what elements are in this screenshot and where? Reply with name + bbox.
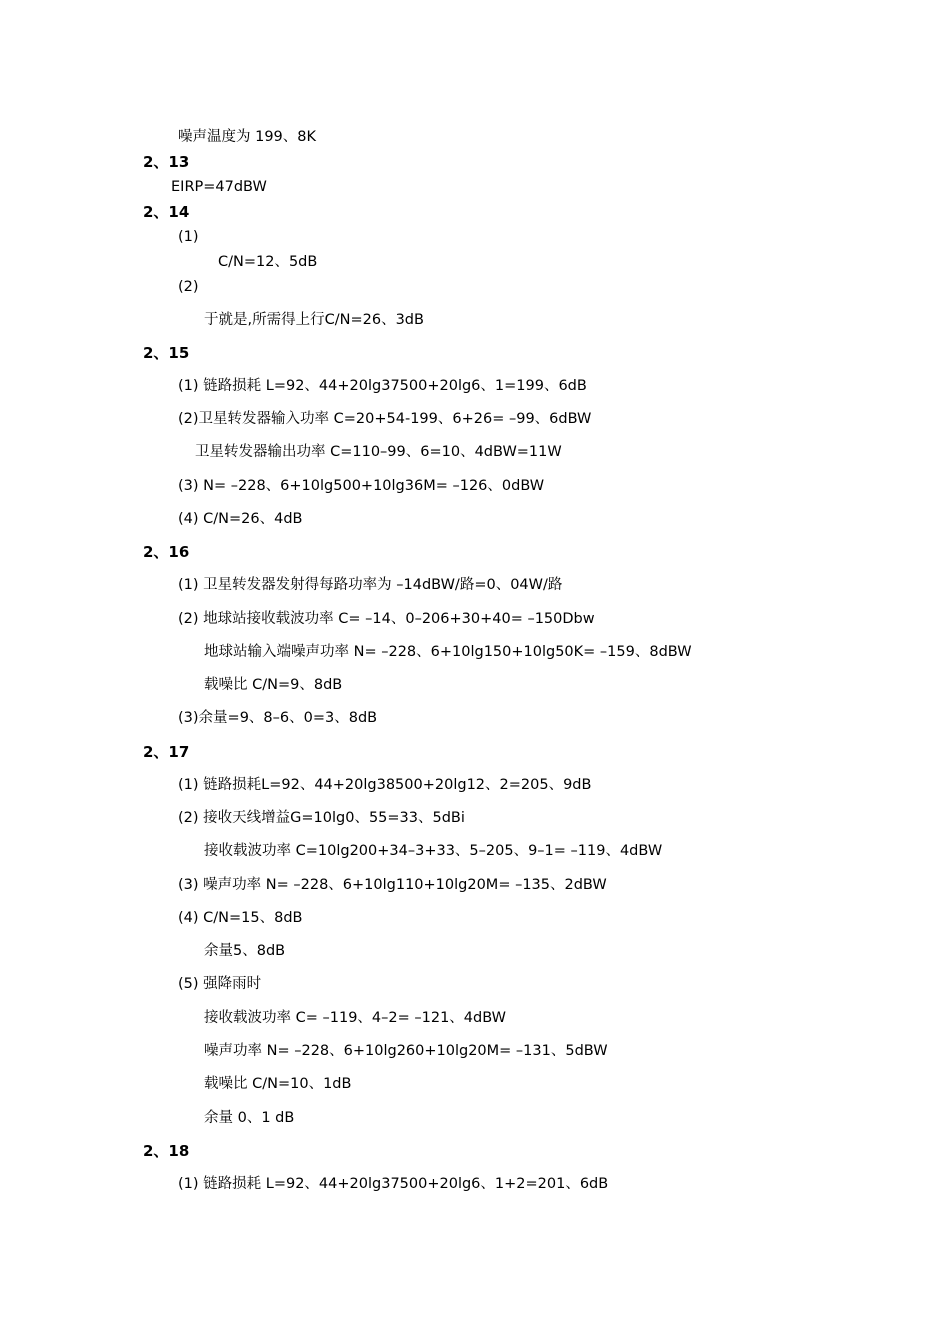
- text-line: (2) 接收天线增益G=10lg0、55=33、5dBi: [178, 810, 465, 826]
- text-line: (4) C/N=15、8dB: [178, 910, 303, 926]
- section-heading: 2、15: [143, 344, 190, 362]
- text-line: 余量 0、1 dB: [204, 1110, 295, 1126]
- section-heading: 2、16: [143, 543, 190, 561]
- text-line: 地球站输入端噪声功率 N= –228、6+10lg150+10lg50K= –159、8dBW: [204, 644, 692, 660]
- text-line: (3) 噪声功率 N= –228、6+10lg110+10lg20M= –135、2dBW: [178, 877, 607, 893]
- text-line: 载噪比 C/N=10、1dB: [204, 1076, 352, 1092]
- text-line: 载噪比 C/N=9、8dB: [204, 677, 343, 693]
- text-line: (4) C/N=26、4dB: [178, 511, 303, 527]
- text-line: 卫星转发器输出功率 C=110–99、6=10、4dBW=11W: [195, 444, 562, 460]
- text-line: (1) 链路损耗 L=92、44+20lg37500+20lg6、1+2=201、6dB: [178, 1176, 609, 1192]
- section-heading: 2、14: [143, 203, 190, 221]
- text-line: (5) 强降雨时: [178, 976, 262, 992]
- text-line: (3)余量=9、8–6、0=3、8dB: [178, 710, 378, 726]
- text-line: EIRP=47dBW: [171, 179, 267, 195]
- text-line: 余量5、8dB: [204, 943, 286, 959]
- text-line: C/N=12、5dB: [218, 254, 318, 270]
- text-line: 接收载波功率 C= –119、4–2= –121、4dBW: [204, 1010, 506, 1026]
- text-line: (3) N= –228、6+10lg500+10lg36M= –126、0dBW: [178, 478, 545, 494]
- text-line: (1) 链路损耗L=92、44+20lg38500+20lg12、2=205、9dB: [178, 777, 592, 793]
- section-heading: 2、13: [143, 153, 190, 171]
- text-line: 接收载波功率 C=10lg200+34–3+33、5–205、9–1= –119、4dBW: [204, 843, 663, 859]
- text-line: (1): [178, 229, 199, 245]
- section-heading: 2、18: [143, 1142, 190, 1160]
- section-heading: 2、17: [143, 743, 190, 761]
- text-line: 噪声功率 N= –228、6+10lg260+10lg20M= –131、5dBW: [204, 1043, 608, 1059]
- text-line: (1) 链路损耗 L=92、44+20lg37500+20lg6、1=199、6dB: [178, 378, 587, 394]
- text-line: 噪声温度为 199、8K: [178, 129, 317, 145]
- text-line: 于就是,所需得上行C/N=26、3dB: [204, 312, 424, 328]
- text-line: (1) 卫星转发器发射得每路功率为 –14dBW/路=0、04W/路: [178, 577, 563, 593]
- text-line: (2)卫星转发器输入功率 C=20+54-199、6+26= –99、6dBW: [178, 411, 592, 427]
- text-line: (2): [178, 279, 199, 295]
- text-line: (2) 地球站接收载波功率 C= –14、0–206+30+40= –150Dbw: [178, 611, 595, 627]
